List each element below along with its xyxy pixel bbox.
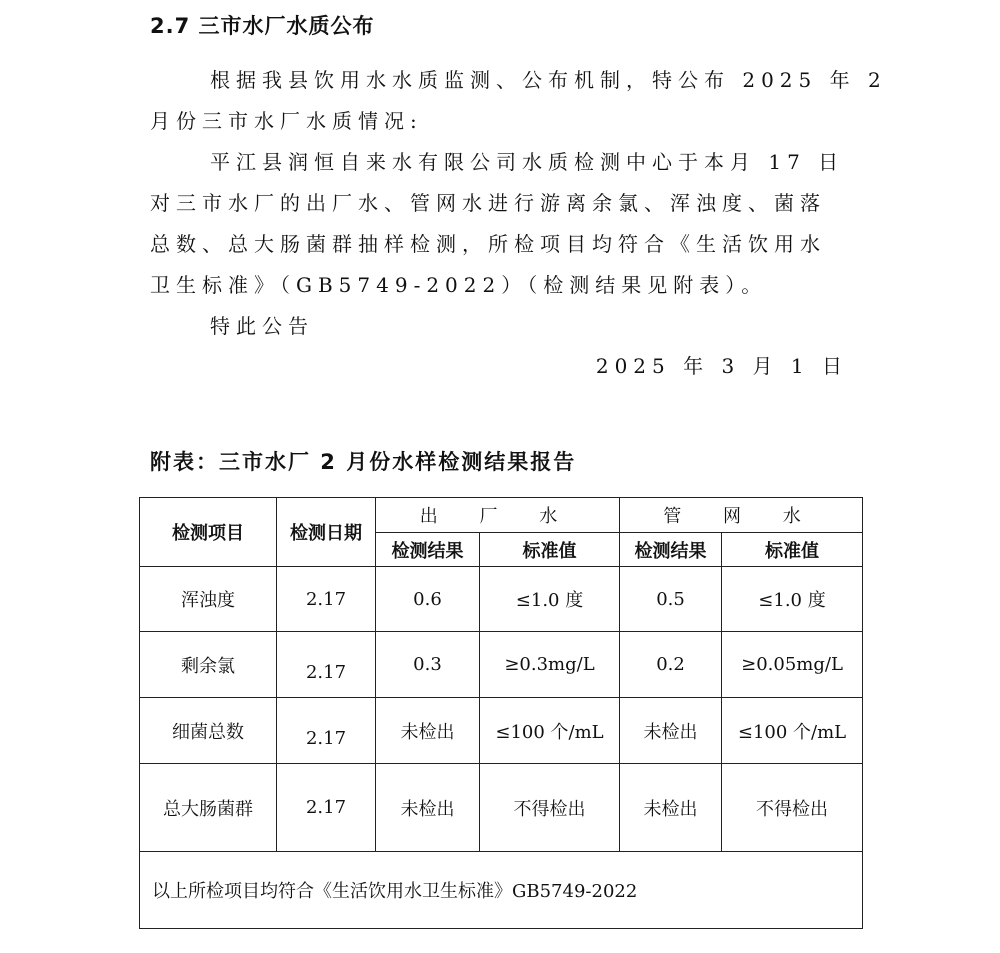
table-row [140, 764, 863, 852]
header-group-network: 管 网 水 [620, 498, 863, 533]
header-date: 检测日期 [277, 498, 376, 567]
cell-network-result: 未检出 [620, 764, 722, 852]
cell-network-standard: ≥0.05mg/L [722, 632, 863, 698]
cell-network-standard: 不得检出 [722, 764, 863, 852]
header-network-result: 检测结果 [620, 533, 722, 567]
header-factory-standard: 标准值 [480, 533, 620, 567]
cell-factory-result: 0.6 [376, 567, 480, 632]
cell-network-result: 0.2 [620, 632, 722, 698]
notice-line: 根据我县饮用水水质监测、公布机制，特公布 2025 年 2 [210, 68, 887, 92]
table-footer-note: 以上所检项目均符合《生活饮用水卫生标准》GB5749-2022 [140, 852, 863, 929]
header-item: 检测项目 [140, 498, 277, 567]
notice-line: 卫生标准》（GB5749-2022）（检测结果见附表）。 [150, 273, 768, 297]
cell-factory-standard: ≤100 个/mL [480, 698, 620, 764]
table-row [140, 632, 863, 698]
table-row [140, 698, 863, 764]
notice-line: 月份三市水厂水质情况: [150, 109, 423, 133]
cell-factory-standard: ≥0.3mg/L [480, 632, 620, 698]
results-table [139, 497, 863, 929]
cell-factory-standard: ≤1.0 度 [480, 567, 620, 632]
cell-date: 2.17 [277, 698, 376, 764]
cell-network-standard: ≤1.0 度 [722, 567, 863, 632]
header-network-standard: 标准值 [722, 533, 863, 567]
notice-paragraph-body [150, 142, 850, 306]
cell-date: 2.17 [277, 567, 376, 632]
cell-network-result: 未检出 [620, 698, 722, 764]
cell-network-standard: ≤100 个/mL [722, 698, 863, 764]
cell-item: 总大肠菌群 [140, 764, 277, 852]
cell-factory-result: 未检出 [376, 698, 480, 764]
notice-line: 特此公告 [210, 314, 314, 338]
notice-paragraph-intro [150, 60, 887, 142]
table-footer-row [140, 852, 863, 929]
table-row [140, 567, 863, 632]
notice-closing [150, 306, 850, 347]
cell-date: 2.17 [277, 632, 376, 698]
cell-factory-standard: 不得检出 [480, 764, 620, 852]
header-group-factory: 出 厂 水 [376, 498, 620, 533]
cell-factory-result: 0.3 [376, 632, 480, 698]
section-heading: 2.7 三市水厂水质公布 [150, 14, 375, 38]
cell-date: 2.17 [277, 764, 376, 852]
cell-item: 浑浊度 [140, 567, 277, 632]
cell-item: 剩余氯 [140, 632, 277, 698]
notice-line: 总数、总大肠菌群抽样检测，所检项目均符合《生活饮用水 [150, 232, 826, 256]
notice-line: 平江县润恒自来水有限公司水质检测中心于本月 17 日 [210, 150, 845, 174]
notice-line: 对三市水厂的出厂水、管网水进行游离余氯、浑浊度、菌落 [150, 191, 826, 215]
notice-date: 2025 年 3 月 1 日 [595, 354, 848, 378]
cell-factory-result: 未检出 [376, 764, 480, 852]
table-header-row [140, 498, 863, 533]
cell-network-result: 0.5 [620, 567, 722, 632]
header-factory-result: 检测结果 [376, 533, 480, 567]
table-title: 附表：三市水厂 2 月份水样检测结果报告 [150, 450, 577, 474]
cell-item: 细菌总数 [140, 698, 277, 764]
